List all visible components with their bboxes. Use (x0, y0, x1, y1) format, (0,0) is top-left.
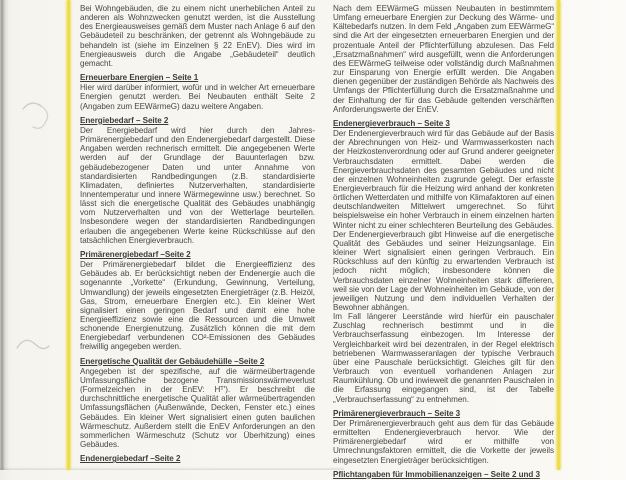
body-paragraph: Nach dem EEWärmeG müssen Neubauten in bestimmtem Umfang erneuerbare Energien zur Deckung des Wärme- und Kältebedarfs nutzen. In dem Feld „Angaben zum EEWärmeG“ sind die Art der eingesetzten erneuerbaren Energien und der prozentuale Anteil der Pflichterfüllung abzulesen. Das Feld „Ersatzmaßnahmen“ wird ausgefüllt, wenn die Anforderungen des EEWärmeG teilweise oder vollständig durch Maßnahmen zur Einsparung von Energie erfüllt werden. Die Angaben dienen gegenüber der zuständigen Behörde als Nachweis des Umfangs der Pflichterfüllung durch die Ersatzmaßnahme und der Einhaltung der für das Gebäude geltenden verschärften Anforderungswerte der EnEV. (333, 4, 554, 114)
body-paragraph: Der Primärenergieverbrauch geht aus dem für das Gebäude ermittelten Endenergieverbrauch hervor. Wie der Primärenergiebedarf wird er mithilfe von Umrechnungsfaktoren ermittelt, die die Vorkette der jeweils eingesetzten Energieträger berücksichtigen. (333, 418, 554, 465)
section-heading-primaerenergiebedarf: Primärenergiebedarf –Seite 2 (80, 249, 191, 259)
section-heading-energetische-qualitaet: Energetische Qualität der Gebäudehülle –Seite 2 (80, 356, 265, 366)
scan-edge-shadow (0, 0, 9, 470)
section-heading-endenergieverbrauch: Endenergieverbrauch – Seite 3 (333, 118, 450, 128)
body-paragraph: Hier wird darüber informiert, wofür und in welcher Art erneuerbare Energien genutzt werden. Bei Neubauten enthält Seite 2 (Angaben zum EEWärmeG) dazu weitere Angaben. (80, 83, 315, 111)
body-paragraph: Der Endenergieverbrauch wird für das Gebäude auf der Basis der Abrechnungen von Heiz- und Warmwasserkosten nach der Heizkostenverordnung oder auf Grund anderer geeigneter Verbrauchsdaten ermittelt. Dabei werden die Energieverbrauchsdaten des gesamten Gebäudes und nicht der einzelnen Wohneinheiten zugrunde gelegt. Der erfasste Energieverbrauch für die Heizung wird anhand der konkreten örtlichen Wetterdaten und mithilfe von Klimafaktoren auf einen deutschlandweiten Mittelwert umgerechnet. So führt beispielsweise ein hoher Verbrauch in einem einzelnen harten Winter nicht zu einer schlechteren Beurteilung des Gebäudes. Der Endenergieverbrauch gibt Hinweise auf die energetische Qualität des Gebäudes und seiner Heizungsanlage. Ein kleiner Wert signalisiert einen geringen Verbrauch. Ein Rückschluss auf den künftig zu erwartenden Verbrauch ist jedoch nicht möglich; insbesondere können die Verbrauchsdaten einzelner Wohneinheiten stark differieren, weil sie von der Lage der Wohneinheiten im Gebäude, von der jeweiligen Nutzung und dem individuellen Verhalten der Bewohner abhängen. (333, 129, 554, 312)
body-paragraph: Der Primärenergiebedarf bildet die Energieeffizienz des Gebäudes ab. Er berücksichtigt neben der Endenergie auch die sogenannte „Vorkette“ (Erkundung, Gewinnung, Verteilung, Umwandlung) der jeweils eingesetzten Energieträger (z.B. Heizöl, Gas, Strom, erneuerbare Energien etc.). Ein kleiner Wert signalisiert einen geringen Bedarf und damit eine hohe Energieeffizienz sowie eine die Ressourcen und die Umwelt schonende Energienutzung. Zusätzlich können die mit dem Energiebedarf verbundenen CO²-Emissionen des Gebäudes freiwillig angegeben werden. (80, 260, 315, 352)
pencil-squiggle-upper (23, 103, 41, 109)
text-column-right (333, 4, 554, 480)
pencil-squiggle-upper-tail (33, 105, 48, 128)
body-paragraph: Im Fall längerer Leerstände wird hierfür ein pauschaler Zuschlag rechnerisch bestimmt und in die Verbrauchserfassung einbezogen. Im Interesse der Vergleichbarkeit wird bei dezentralen, in der Regel elektrisch betriebenen Warmwasseranlagen der typische Verbrauch über eine Pauschale berücksichtigt. Gleiches gilt für den Verbrauch von eventuell vorhandenen Anlagen zur Raumkühlung. Ob und inwieweit die genannten Pauschalen in die Erfassung eingegangen sind, ist der Tabelle „Verbrauchserfassung“ zu entnehmen. (333, 312, 554, 404)
text-column-left (80, 4, 315, 464)
yellow-highlight-stripe-left (66, 0, 71, 470)
body-paragraph: Angegeben ist der spezifische, auf die wärmeübertragende Umfassungsfläche bezogene Transmissionswärmeverlust (Formelzeichen in der EnEV: Hᵀ'). Er beschreibt die durchschnittliche energetische Qualität aller wärmeübertragenden Umfassungsflächen (Außenwände, Decken, Fenster etc.) eines Gebäudes. Ein kleiner Wert signalisiert einen guten baulichen Wärmeschutz. Außerdem stellt die EnEV Anforderungen an den sommerlichen Wärmeschutz (Schutz vor Überhitzung) eines Gebäudes. (80, 366, 315, 450)
body-paragraph: Bei Wohngebäuden, die zu einem nicht unerheblichen Anteil zu anderen als Wohnzwecken genutzt werden, ist die Ausstellung des Energieausweises gemäß dem Muster nach Anlage 6 auf den Gebäudeteil zu beschränken, der getrennt als Wohngebäude zu behandeln ist (siehe im Einzelnen § 22 EnEV). Dies wird im Energieausweis durch die Angabe „Gebäudeteil“ deutlich gemacht. (80, 4, 315, 68)
section-heading-endenergiebedarf: Endenergiebedarf –Seite 2 (80, 454, 181, 464)
section-heading-pflichtangaben: Pflichtangaben für Immobilienanzeigen – Seite 2 und 3 (333, 469, 540, 479)
yellow-highlight-stripe-right (556, 0, 561, 470)
body-paragraph: Der Energiebedarf wird hier durch den Jahres-Primärenergiebedarf und den Endenergiebedarf dargestellt. Diese Angaben werden rechnerisch ermittelt. Die angegebenen Werte werden auf der Grundlage der Bauunterlagen bzw. gebäudebezogener Daten und unter Annahme von standardisierten Randbedingungen (z.B. standardisierte Klimadaten, definiertes Nutzerverhalten, standardisierte Innentemperatur und innere Wärmegewinne usw.) berechnet. So lässt sich die energetische Qualität des Gebäudes unabhängig vom Nutzerverhalten und von der Wetterlage beurteilen. Insbesondere wegen der standardisierten Randbedingungen erlauben die angegebenen Werte keine Rückschlüsse auf den tatsächlichen Energieverbrauch. (80, 125, 315, 245)
pencil-squiggle-lower (17, 340, 49, 348)
section-heading-primaerenergieverbrauch: Primärenergieverbrauch – Seite 3 (333, 408, 461, 418)
section-heading-energiebedarf: Energiebedarf – Seite 2 (80, 115, 169, 125)
section-heading-erneuerbare-energien: Erneuerbare Energien – Seite 1 (80, 73, 199, 83)
